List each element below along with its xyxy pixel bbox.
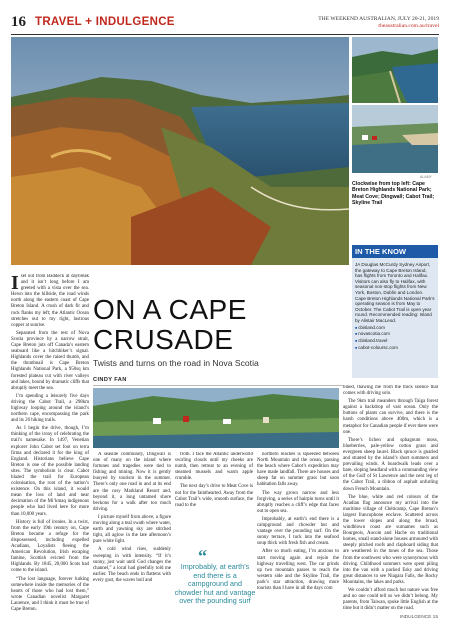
photo-caption — [352, 181, 438, 206]
village-illustration — [93, 388, 339, 448]
dingwall-illustration — [352, 105, 438, 173]
link-item[interactable]: ■ cbisland.travel — [355, 338, 435, 345]
photo-meat-cove — [352, 37, 438, 103]
in-the-know-box — [352, 245, 438, 378]
page-header — [11, 14, 439, 36]
link-item[interactable]: ■ cbisland.com — [355, 325, 435, 332]
landscape-illustration — [11, 37, 349, 265]
paragraph: As I begin the drive, though, I’m thinking of the irony of celebrating the trail’s namesake. In 1497, Venetian explorer John Cabot set foot on terra firma and declared it for the king of England. Historians believe Cape Breton is one of the possible landing sites. The symbolism is clear. Cabot blazed the trail for European colonisation, the root of the nation’s existence. On this island, it would mean the loss of land and near decimation of the Mi’kmaq indigenous people who had lived here for more than 10,000 years. — [11, 426, 89, 517]
header-rule — [11, 34, 439, 35]
page-number: 16 — [11, 14, 26, 30]
cove-illustration — [352, 37, 438, 103]
paragraph: There’s lichen and sphagnum moss, blueberries, pale-yellow cotton grass and evergreen sheep laurel. Black spruce is gnarled and stunted by the island’s short summers and prevailing winds. A boardwalk leads over a bare, sloping headland with a commanding view of the Gulf of St Lawrence and the next leg of the Cabot Trail, a ribbon of asphalt unfurling down French Mountain. — [343, 437, 438, 492]
masthead — [318, 16, 439, 30]
paragraph: bined, thawing me from the thick silence that comes with driving solo. — [343, 385, 438, 397]
byline: CINDY FAN — [93, 377, 127, 383]
photo-cabot-trail — [93, 388, 339, 448]
paragraph: The next day’s drive to Meat Cove is not for the fainthearted. Away from the Cabot Trail’s wide, smooth surface, the road to the — [175, 484, 253, 508]
pull-quote: Improbably, at earth’s end there is a campground and chowder hut and vantage over the pounding surf — [174, 562, 256, 605]
photo-dingwall — [352, 105, 438, 173]
paragraph: The blue, white and red colours of the Acadian flag announce my arrival into the maritime village of Chéticamp, Cape Breton’s largest francophone enclave. Scattered across the lower slopes and along the broad, windblown coast are surnames such as Bourgeois, Aucoin and Hache on traditional homes, small stand-alone houses armoured with steeply pitched roofs and clapboard siding that are weathered in the tones of the sea. Those from the southwest who were synonymous with driving. Childhood summers were spent piling into the van with a packed Esky and driving great distances to see Niagara Falls, the Rocky Mountains, the lakes and parks. — [343, 494, 438, 585]
article-title: ON A CAPE CRUSADE — [93, 294, 247, 355]
paragraph: History is full of ironies. In a twist, from the early 19th century on, Cape Breton became a refuge for the dispossessed, including expelled Acadians, Loyalists fleeing the American Revolution, Irish escaping famine, Scottish evicted from the Highlands. By 1845, 20,000 Scots had come to the island. — [11, 519, 89, 574]
paragraph: The 9km trail meanders through Taiga forest against a backdrop of vast ocean. Only the buttons of plants can survive, and there is the harsh conditions above 400m, which is a metaphor for Canadian people if ever there were one. — [343, 399, 438, 435]
photo-credit: ALAMY — [420, 175, 432, 179]
page-footer: INDULGENCE 15 — [399, 615, 438, 620]
article-column-2 — [93, 452, 171, 612]
paper-date: THE WEEKEND AUSTRALIAN, JULY 20-21, 2019 — [318, 16, 439, 22]
section-title: TRAVEL + INDULGENCE — [35, 16, 175, 28]
paragraph: Improbably, at earth’s end there is a campground and chowder hut and vantage over the pounding surf. On the sunny terrace, I tuck into the seafood soup thick with fresh fish and cream. — [257, 516, 339, 547]
byline-rule — [93, 385, 343, 386]
paragraph: I’m spending a leisurely five days driving the Cabot Trail, a 298km highway looping around the island’s northern cape, encompassing the park and its 26 hiking trails. — [11, 393, 89, 424]
paragraph: Separated from the rest of Nova Scotia province by a narrow strait, Cape Breton juts off Canada’s eastern seaboard like a hitchhiker’s signal. Highlands cover the raised thumb, and the thumbnail is Cape Breton Highlands National Park, a 950sq km forested plateau cut with river valleys and lakes, bound by dramatic cliffs that abruptly meet the sea. — [11, 330, 89, 391]
paragraph: After so much eating, I’m anxious to start moving again and rejoin the highway travelling west. The car grinds up two mountain passes to reach the western side and the Skyline Trail, the park’s star attraction, drawing more tourists than I have in all the days com — [257, 549, 339, 591]
paragraph: We couldn’t afford much but nature was free and no one could tell us we didn’t belong. My parents, from Taiwan, spoke little English at the time but it didn’t matter on the road. — [343, 588, 438, 612]
paragraph: The way grows narrow and less forgiving, a series of hairpin turns until it abruptly reaches a cliff’s edge that faces out to open sea. — [257, 490, 339, 514]
link-item[interactable]: ■ cabot-coloursc.com — [355, 345, 435, 352]
paragraph: set out from Baddeck at daybreak and it isn’t long before I am greeted with a vista over the sea. Hewn into the hillside, the road winds north along the eastern coast of Cape Breton Island. A crush of dark fir and rock flanks my left; the Atlantic Ocean stretches out to my right, lustrous copper at sunrise. — [11, 274, 89, 328]
paragraph: froth. I face the Atlantic underworld swirling clouds until my cheeks are numb, then retreat to an evening of steamed mussels and warm apple crumble. — [175, 452, 253, 482]
drop-cap: I — [11, 274, 19, 294]
in-the-know-heading: IN THE KNOW — [352, 245, 438, 258]
article-column-4 — [257, 452, 339, 612]
paragraph: northern reaches is squeezed between North Mountain and the ocean, passing the beach where Cabot’s expedition may have made landfall. There are houses and sheep fat on summer grass but soon habitation falls away. — [257, 452, 339, 488]
paragraph: A cold wind rises, suddenly sweeping in with intensity. “If it’s sunny, just wait until God changes the channel,” a local had gleefully told me earlier. The beach ends in flattens with every gust, the waves boil and — [93, 547, 171, 583]
paragraph: “The lost language, forever lurking somewhere inside the memories of the hearts of those who had lost them,” wrote Canadian novelist Margaret Laurence, and I think it must be true of Cape Breton. — [11, 576, 89, 612]
paragraph: A seaside community, Dingwall is one of many on the island where fortunes and tragedies were tied to fishing and mining. Now it is gently buoyed by tourism in the summer. There’s only one road in and at its end are the cosy Markland Resort and, beyond it, a long untamed shore beckons for a walk after too much driving. — [93, 452, 171, 512]
pull-quote-mark: “ — [198, 546, 207, 566]
in-the-know-links — [355, 325, 435, 352]
in-the-know-body: JA Douglas McCurdy Sydney Airport, the gateway to Cape Breton Island, has flights from Toronto and Halifax. Visitors can also fly to Halifax, with seasonal non-stop flights from New York, Boston, Dublin and London. Cape Breton Highlands National Park’s operating season is from May to October. The Cabot Trail is open year round. Recommended reading: Island by Alistair MacLeod. — [355, 262, 435, 323]
paragraph: I picture myself from above, a figure moving along a teal swath where water, earth and yawning sky are stitched tight, all aglow in the late afternoon’s pure white light. — [93, 514, 171, 545]
article-subtitle: Twists and turns on the road in Nova Scotia — [93, 358, 259, 368]
article-column-3 — [175, 452, 253, 544]
link-item[interactable]: ■ novascotia.com — [355, 331, 435, 338]
main-photo-highlands — [11, 37, 349, 265]
article-column-1 — [11, 274, 89, 612]
site-link[interactable]: theaustralian.com.au/travel — [378, 23, 439, 29]
caption-text: Clockwise from top left: Cape Breton Highlands National Park; Meat Cove; Dingwall; Cabot Trail; Skyline Trail — [352, 181, 435, 206]
article-column-5 — [343, 385, 438, 613]
